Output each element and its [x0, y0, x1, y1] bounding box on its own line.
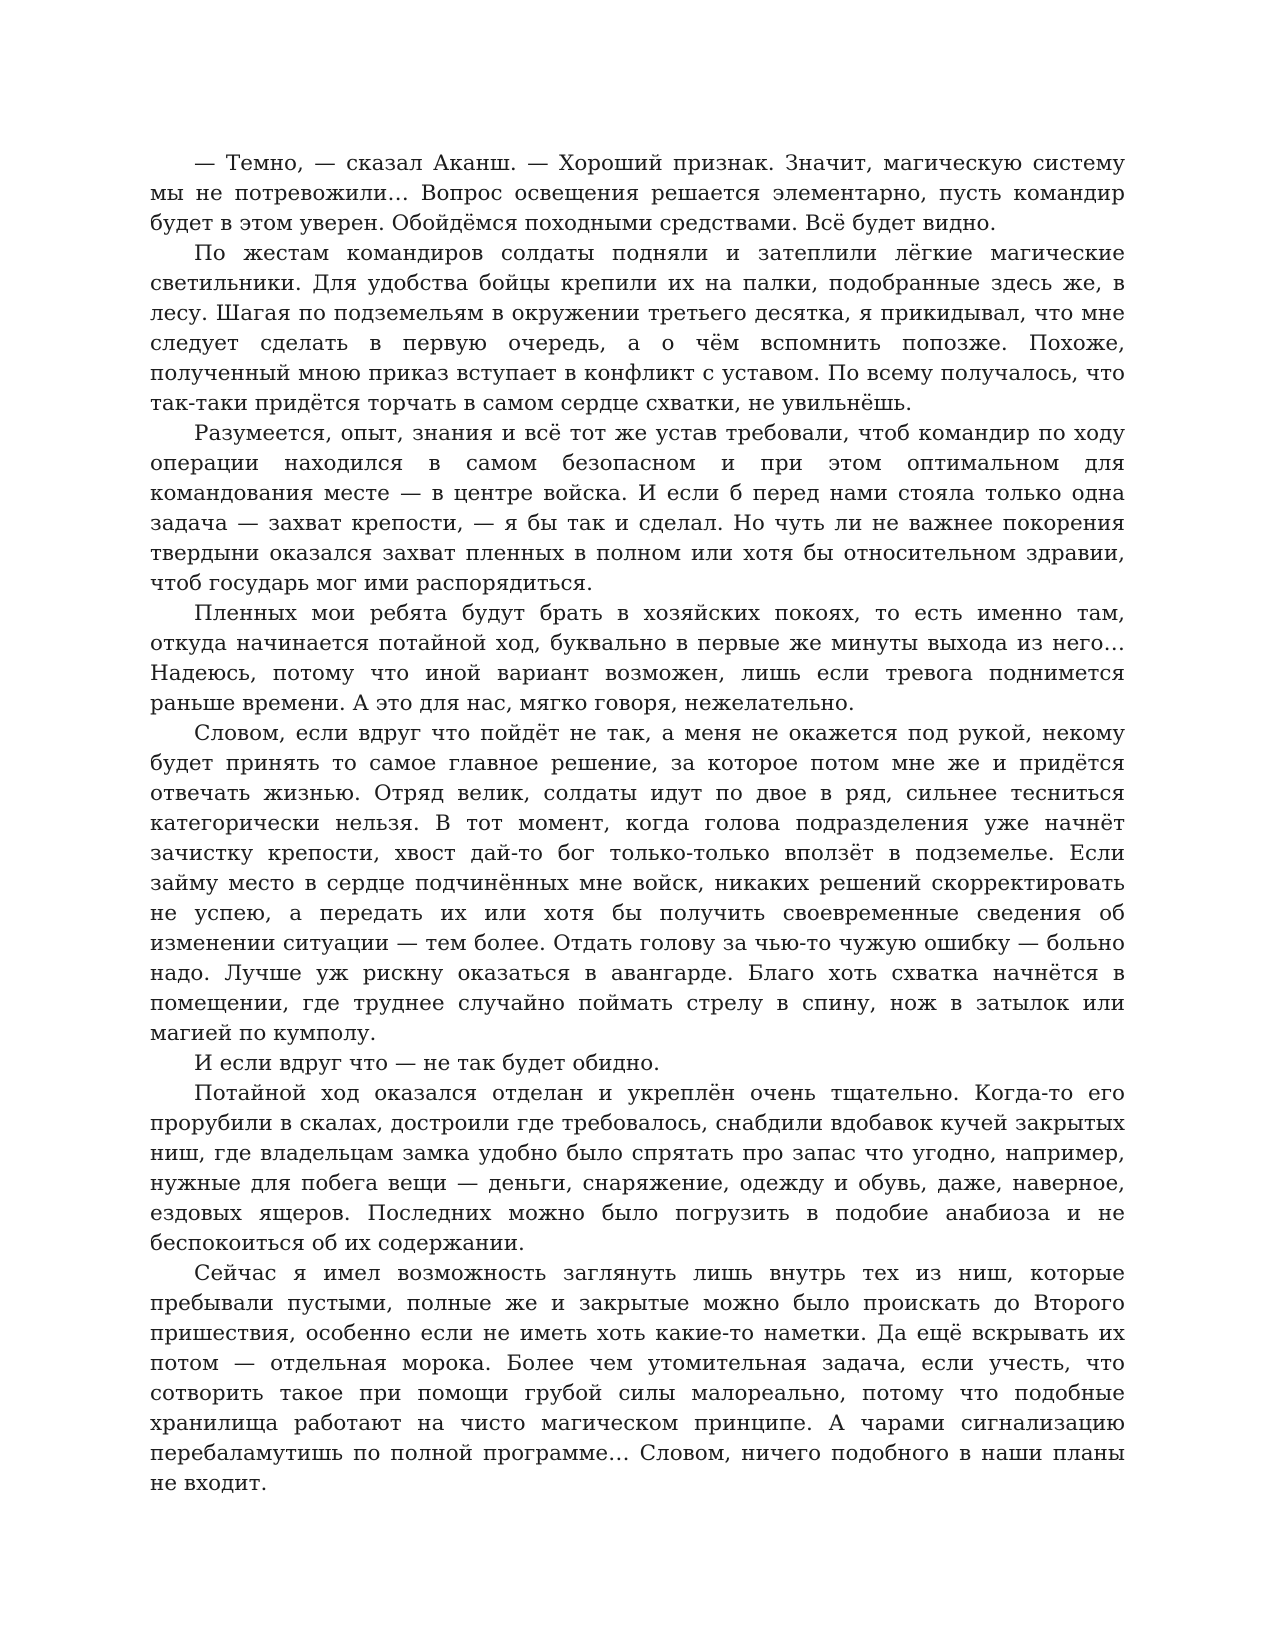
paragraph: Пленных мои ребята будут брать в хозяйских покоях, то есть именно там, откуда начинается потайной ход, буквально в первые же минуты выхода из него… Надеюсь, потому что иной вариант возможен, лишь если тревога поднимется раньше времени. А это для нас, мягко говоря, нежелательно.: [150, 601, 1125, 716]
paragraph: — Темно, — сказал Аканш. — Хороший признак. Значит, магическую систему мы не потревожили… Вопрос освещения решается элементарно, пусть командир будет в этом уверен. Обойдёмся походными средствами. Всё будет видно.: [150, 151, 1125, 236]
body-text: [150, 149, 1125, 1499]
paragraph: Словом, если вдруг что пойдёт не так, а меня не окажется под рукой, некому будет принять то самое главное решение, за которое потом мне же и придётся отвечать жизнью. Отряд велик, солдаты идут по двое в ряд, сильнее тесниться категорически нельзя. В тот момент, когда голова подразделения уже начнёт зачистку крепости, хвост дай-то бог только-только вползёт в подземелье. Если займу место в сердце подчинённых мне войск, никаких решений скорректировать не успею, а передать их или хотя бы получить своевременные сведения об изменении ситуации — тем более. Отдать голову за чью-то чужую ошибку — больно надо. Лучше уж рискну оказаться в авангарде. Благо хоть схватка начнётся в помещении, где труднее случайно поймать стрелу в спину, нож в затылок или магией по кумполу.: [150, 721, 1125, 1046]
paragraph: По жестам командиров солдаты подняли и затеплили лёгкие магические светильники. Для удобства бойцы крепили их на палки, подобранные здесь же, в лесу. Шагая по подземельям в окружении третьего десятка, я прикидывал, что мне следует сделать в первую очередь, а о чём вспомнить попозже. Похоже, полученный мною приказ вступает в конфликт с уставом. По всему получалось, что так-таки придётся торчать в самом сердце схватки, не увильнёшь.: [150, 241, 1125, 416]
paragraph: Сейчас я имел возможность заглянуть лишь внутрь тех из ниш, которые пребывали пустыми, полные же и закрытые можно было проискать до Второго пришествия, особенно если не иметь хоть какие-то наметки. Да ещё вскрывать их потом — отдельная морока. Более чем утомительная задача, если учесть, что сотворить такое при помощи грубой силы малореально, потому что подобные хранилища работают на чисто магическом принципе. А чарами сигнализацию перебаламутишь по полной программе… Словом, ничего подобного в наши планы не входит.: [150, 1261, 1125, 1496]
paragraph: Разумеется, опыт, знания и всё тот же устав требовали, чтоб командир по ходу операции находился в самом безопасном и при этом оптимальном для командования месте — в центре войска. И если б перед нами стояла только одна задача — захват крепости, — я бы так и сделал. Но чуть ли не важнее покорения твердыни оказался захват пленных в полном или хотя бы относительном здравии, чтоб государь мог ими распорядиться.: [150, 421, 1125, 596]
paragraph: Потайной ход оказался отделан и укреплён очень тщательно. Когда-то его прорубили в скалах, достроили где требовалось, снабдили вдобавок кучей закрытых ниш, где владельцам замка удобно было спрятать про запас что угодно, например, нужные для побега вещи — деньги, снаряжение, одежду и обувь, даже, наверное, ездовых ящеров. Последних можно было погрузить в подобие анабиоза и не беспокоиться об их содержании.: [150, 1081, 1125, 1256]
paragraph: И если вдруг что — не так будет обидно.: [194, 1051, 660, 1076]
